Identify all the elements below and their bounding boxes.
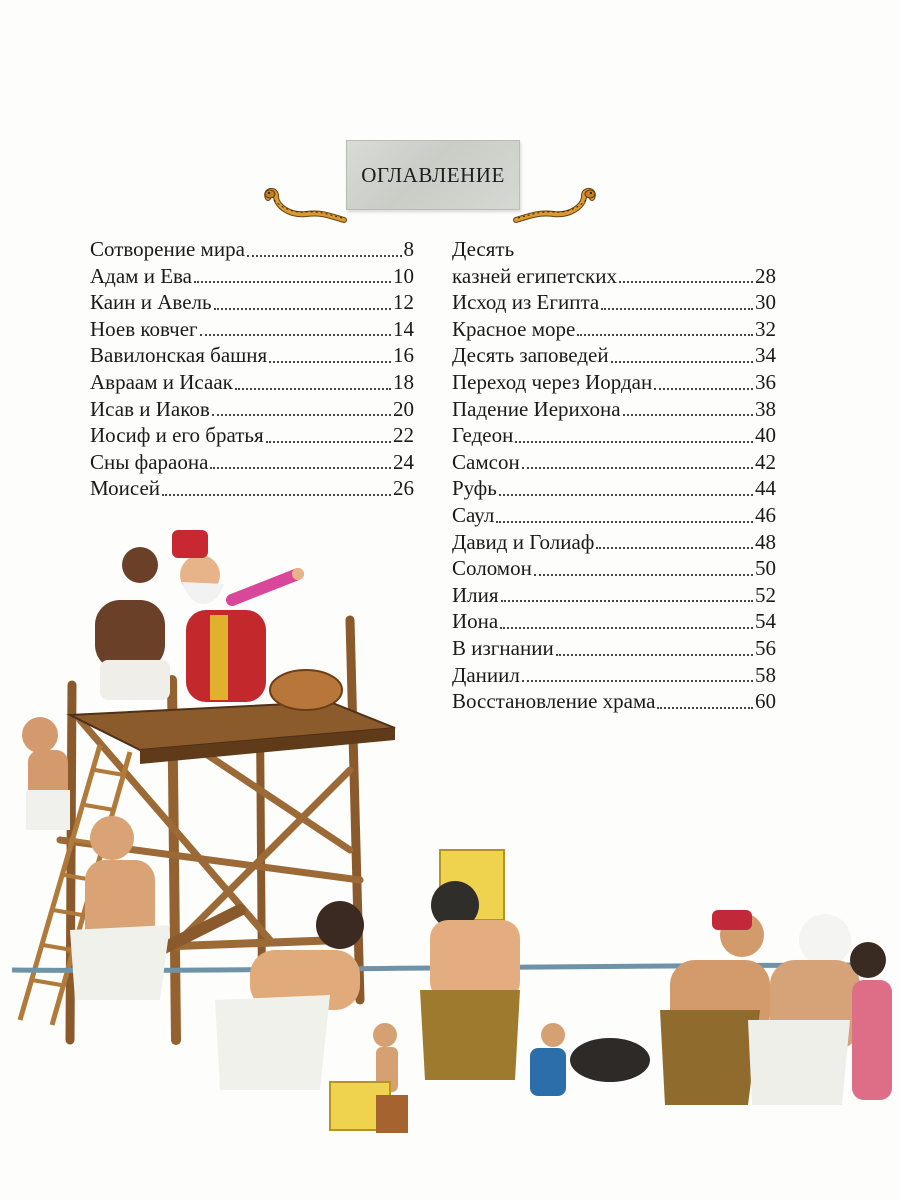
toc-entry[interactable]	[452, 396, 776, 423]
toc-entry[interactable]	[90, 263, 414, 290]
worker-carrying-stone	[420, 850, 520, 1080]
toc-entry-page: 36	[755, 369, 776, 394]
workers-right-group	[660, 910, 892, 1105]
toc-entry-page: 28	[755, 263, 776, 288]
toc-entry[interactable]	[452, 369, 776, 396]
toc-entry-page: 40	[755, 423, 776, 448]
dot-leader	[269, 361, 391, 363]
toc-entry[interactable]	[452, 422, 776, 449]
toc-entry-page: 30	[755, 290, 776, 315]
toc-entry-page: 42	[755, 449, 776, 474]
toc-entry-page: 60	[755, 689, 776, 714]
toc-entry[interactable]	[90, 342, 414, 369]
toc-entry[interactable]	[452, 316, 776, 343]
toc-entry-title: Красное море	[452, 316, 576, 341]
toc-entry-page: 38	[755, 396, 776, 421]
toc-entry[interactable]	[90, 396, 414, 423]
toc-entry[interactable]	[90, 369, 414, 396]
toc-entry-page: 46	[755, 502, 776, 527]
toc-entry-page: 20	[393, 396, 414, 421]
toc-entry-title: Десять заповедей	[452, 343, 609, 368]
toc-entry-title: Соломон	[452, 556, 532, 581]
toc-entry[interactable]	[90, 422, 414, 449]
toc-entry-page: 12	[393, 290, 414, 315]
toc-entry-title: Руфь	[452, 476, 497, 501]
toc-entry[interactable]	[90, 236, 414, 263]
toc-entry-page: 16	[393, 343, 414, 368]
toc-entry[interactable]	[452, 342, 776, 369]
snake-ornament-right-icon	[512, 186, 598, 226]
toc-entry-page: 58	[755, 662, 776, 687]
toc-entry-title: Самсон	[452, 449, 520, 474]
toc-entry-title: Исав и Иаков	[90, 396, 210, 421]
dot-leader	[522, 467, 753, 469]
toc-entry[interactable]	[90, 316, 414, 343]
dot-leader	[499, 494, 753, 496]
dot-leader	[200, 334, 391, 336]
toc-entry[interactable]	[452, 475, 776, 502]
toc-entry-title: Адам и Ева	[90, 263, 192, 288]
toc-entry-title-first-line[interactable]: Десять	[452, 237, 515, 261]
toc-entry[interactable]	[90, 449, 414, 476]
contents-heading-plate	[346, 140, 520, 210]
toc-entry-page: 56	[755, 635, 776, 660]
toc-entry-page: 54	[755, 609, 776, 634]
basket	[270, 670, 342, 710]
dot-leader	[611, 361, 753, 363]
dot-leader	[235, 388, 391, 390]
toc-entry[interactable]	[90, 475, 414, 502]
servant-figure	[95, 547, 170, 700]
toc-entry[interactable]	[452, 289, 776, 316]
dot-leader	[654, 388, 753, 390]
dot-leader	[577, 334, 753, 336]
dot-leader	[194, 281, 391, 283]
toc-entry-page: 18	[393, 369, 414, 394]
toc-entry-title: Восстановление храма	[452, 689, 656, 714]
toc-entry-title: Вавилонская башня	[90, 343, 268, 368]
toc-entry-title: Ноев ковчег	[90, 316, 198, 341]
toc-entry-page: 34	[755, 343, 776, 368]
brick-block	[376, 1095, 408, 1133]
toc-entry-page: 22	[393, 423, 414, 448]
contents-heading: ОГЛАВЛЕНИЕ	[361, 162, 505, 187]
toc-entry-page: 52	[755, 582, 776, 607]
toc-entry-title: Моисей	[90, 476, 161, 501]
toc-entry-title: Падение Иерихона	[452, 396, 621, 421]
toc-entry-page: 50	[755, 556, 776, 581]
dot-leader	[212, 414, 391, 416]
snake-ornament-left-icon	[262, 186, 348, 226]
toc-entry-title: Даниил	[452, 662, 520, 687]
toc-entry-title: Исход из Египта	[452, 290, 600, 315]
worker-left-ladder	[22, 717, 70, 830]
toc-entry[interactable]	[452, 449, 776, 476]
toc-entry-title: Переход через Иордан	[452, 369, 653, 394]
toc-entry-title: Сотворение мира	[90, 237, 245, 261]
toc-left-column	[90, 236, 414, 502]
worker-bearded	[215, 901, 364, 1090]
dot-leader	[214, 308, 391, 310]
dot-leader	[601, 308, 753, 310]
dot-leader	[623, 414, 753, 416]
toc-entry-page: 8	[403, 237, 414, 261]
toc-entry-title: Сны фараона	[90, 449, 209, 474]
toc-entry-title: Авраам и Исаак	[90, 369, 233, 394]
toc-entry-title: Давид и Голиаф	[452, 529, 595, 554]
toc-entry-title: Каин и Авель	[90, 290, 212, 315]
dot-leader	[619, 281, 753, 283]
toc-entry-page: 32	[755, 316, 776, 341]
toc-entry-page: 26	[393, 476, 414, 501]
dot-leader	[162, 494, 391, 496]
toc-entry-page: 48	[755, 529, 776, 554]
toc-entry-title: Саул	[452, 502, 495, 527]
toc-entry-page: 24	[393, 449, 414, 474]
toc-entry[interactable]	[90, 289, 414, 316]
toc-entry[interactable]	[452, 263, 776, 290]
toc-entry-title: В изгнании	[452, 635, 554, 660]
toc-entry-page: 44	[755, 476, 776, 501]
dot-leader	[247, 255, 402, 257]
toc-entry-title: казней египетских	[452, 263, 617, 288]
dot-leader	[515, 441, 753, 443]
dot-leader	[210, 467, 391, 469]
toc-entry-title: Гедеон	[452, 423, 514, 448]
toc-entry-page: 14	[393, 316, 414, 341]
toc-entry-title: Иосиф и его братья	[90, 423, 264, 448]
builders-scaffold-illustration	[0, 520, 900, 1150]
dot-leader	[266, 441, 391, 443]
toc-entry-page: 10	[393, 263, 414, 288]
toc-entry-title: Илия	[452, 582, 499, 607]
toc-entry-title: Иона	[452, 609, 499, 634]
